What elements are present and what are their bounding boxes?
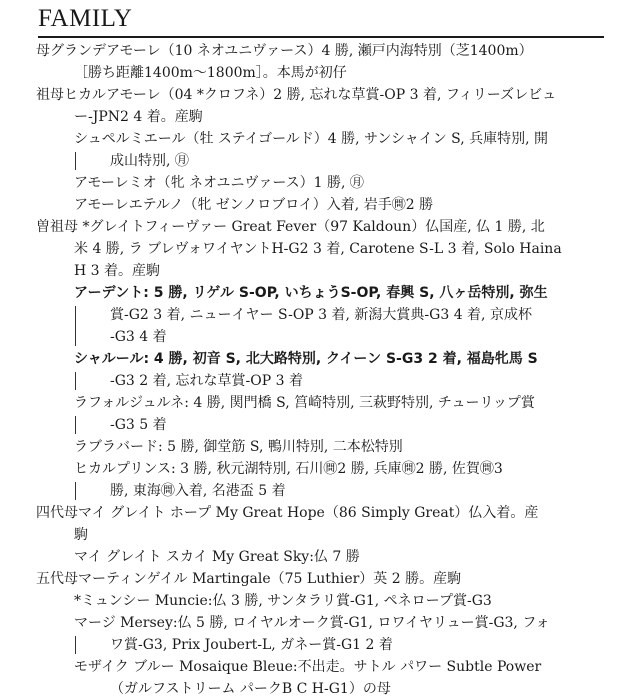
entry-line: アーデント: 5 勝, リゲル S-OP, いちょうS-OP, 春興 S, 八ヶ岳特別, 弥生 — [74, 285, 548, 301]
entry-line: 米 4 勝, ラ ブレヴォワイヤントH-G2 3 着, Carotene S-L 3 着, Solo Haina — [74, 241, 562, 257]
title-rule — [38, 36, 604, 38]
entry-line: 五代母マーティンゲイル Martingale（75 Luthier）英 2 勝。産駒 — [36, 571, 462, 587]
entry-5th-dam — [36, 568, 608, 590]
entry-offspring — [36, 436, 608, 458]
entry-offspring — [36, 194, 608, 216]
entry-offspring — [36, 458, 608, 502]
continuation-bar — [75, 306, 76, 346]
entry-line: 曽祖母 *グレイトフィーヴァー Great Fever（97 Kaldoun）仏国産, 仏 1 勝, 北 — [36, 219, 545, 235]
entry-line: マイ グレイト スカイ My Great Sky:仏 7 勝 — [74, 549, 360, 565]
pedigree-body — [36, 40, 608, 700]
continuation-bar — [75, 152, 76, 170]
entry-4th-dam — [36, 502, 608, 546]
entry-offspring — [36, 392, 608, 436]
entry-line: （ガルフストリーム パークB C H-G1）の母 — [110, 681, 391, 697]
entry-line: アモーレエテルノ（牝 ゼンノロブロイ）入着, 岩手㉄2 勝 — [74, 197, 434, 213]
entry-line: ラブラバード: 5 勝, 御堂筋 S, 鴨川特別, 二本松特別 — [74, 439, 403, 455]
entry-line: 祖母ヒカルアモーレ（04 *クロフネ）2 勝, 忘れな草賞-OP 3 着, フィリーズレビュ — [36, 87, 557, 103]
entry-line: モザイク ブルー Mosaique Bleue:不出走。サトル パワー Subtle Power — [74, 659, 542, 675]
entry-line: 駒 — [74, 527, 88, 543]
entry-line: 成山特別, ㊊ — [110, 153, 189, 169]
entry-line: ヒカルプリンス: 3 勝, 秋元湖特別, 石川㉄2 勝, 兵庫㉄2 勝, 佐賀㉄3 — [74, 461, 503, 477]
continuation-bar — [75, 482, 76, 500]
entry-line: ワ賞-G3, Prix Joubert-L, ガネー賞-G1 2 着 — [110, 637, 393, 653]
entry-offspring — [36, 612, 608, 656]
entry-great-granddam — [36, 216, 608, 282]
entry-line: ［勝ち距離1400m～1800m］。本馬が初仔 — [74, 65, 347, 81]
continuation-bar — [75, 372, 76, 390]
entry-line: H 3 着。産駒 — [74, 263, 161, 279]
entry-line: ー-JPN2 4 着。産駒 — [74, 109, 203, 125]
entry-line: シャルール: 4 勝, 初音 S, 北大路特別, クイーン S-G3 2 着, 福島牝馬 S — [74, 351, 538, 367]
entry-granddam — [36, 84, 608, 128]
entry-line: 四代母マイ グレイト ホープ My Great Hope（86 Simply Great）仏入着。産 — [36, 505, 539, 521]
entry-offspring — [36, 128, 608, 172]
entry-offspring — [36, 590, 608, 612]
entry-offspring — [36, 656, 608, 700]
entry-line: 勝, 東海㉄入着, 名港盃 5 着 — [110, 483, 286, 499]
entry-dam — [36, 40, 608, 84]
entry-line: マージ Mersey:仏 5 勝, ロイヤルオーク賞-G1, ロワイヤリュー賞-G3, フォ — [74, 615, 550, 631]
continuation-bar — [75, 636, 76, 654]
entry-offspring — [36, 348, 608, 392]
section-title: FAMILY — [38, 5, 133, 32]
entry-line: *ミュンシー Muncie:仏 3 勝, サンタラリ賞-G1, ペネロープ賞-G3 — [74, 593, 492, 609]
entry-offspring — [36, 546, 608, 568]
entry-line: -G3 4 着 — [110, 329, 167, 345]
entry-line: ラフォルジュルネ: 4 勝, 関門橋 S, 筥崎特別, 三萩野特別, チューリップ賞 — [74, 395, 535, 411]
entry-offspring — [36, 282, 608, 348]
entry-line: 母グランデアモーレ（10 ネオユニヴァース）4 勝, 瀬戸内海特別（芝1400m） — [36, 43, 533, 59]
entry-line: -G3 5 着 — [110, 417, 167, 433]
entry-line: アモーレミオ（牝 ネオユニヴァース）1 勝, ㊊ — [74, 175, 364, 191]
continuation-bar — [75, 416, 76, 434]
entry-line: 賞-G2 3 着, ニューイヤー S-OP 3 着, 新潟大賞典-G3 4 着, 京成杯 — [110, 307, 532, 323]
entry-line: シュペルミエール（牡 ステイゴールド）4 勝, サンシャイン S, 兵庫特別, 開 — [74, 131, 549, 147]
entry-offspring — [36, 172, 608, 194]
entry-line: -G3 2 着, 忘れな草賞-OP 3 着 — [110, 373, 303, 389]
